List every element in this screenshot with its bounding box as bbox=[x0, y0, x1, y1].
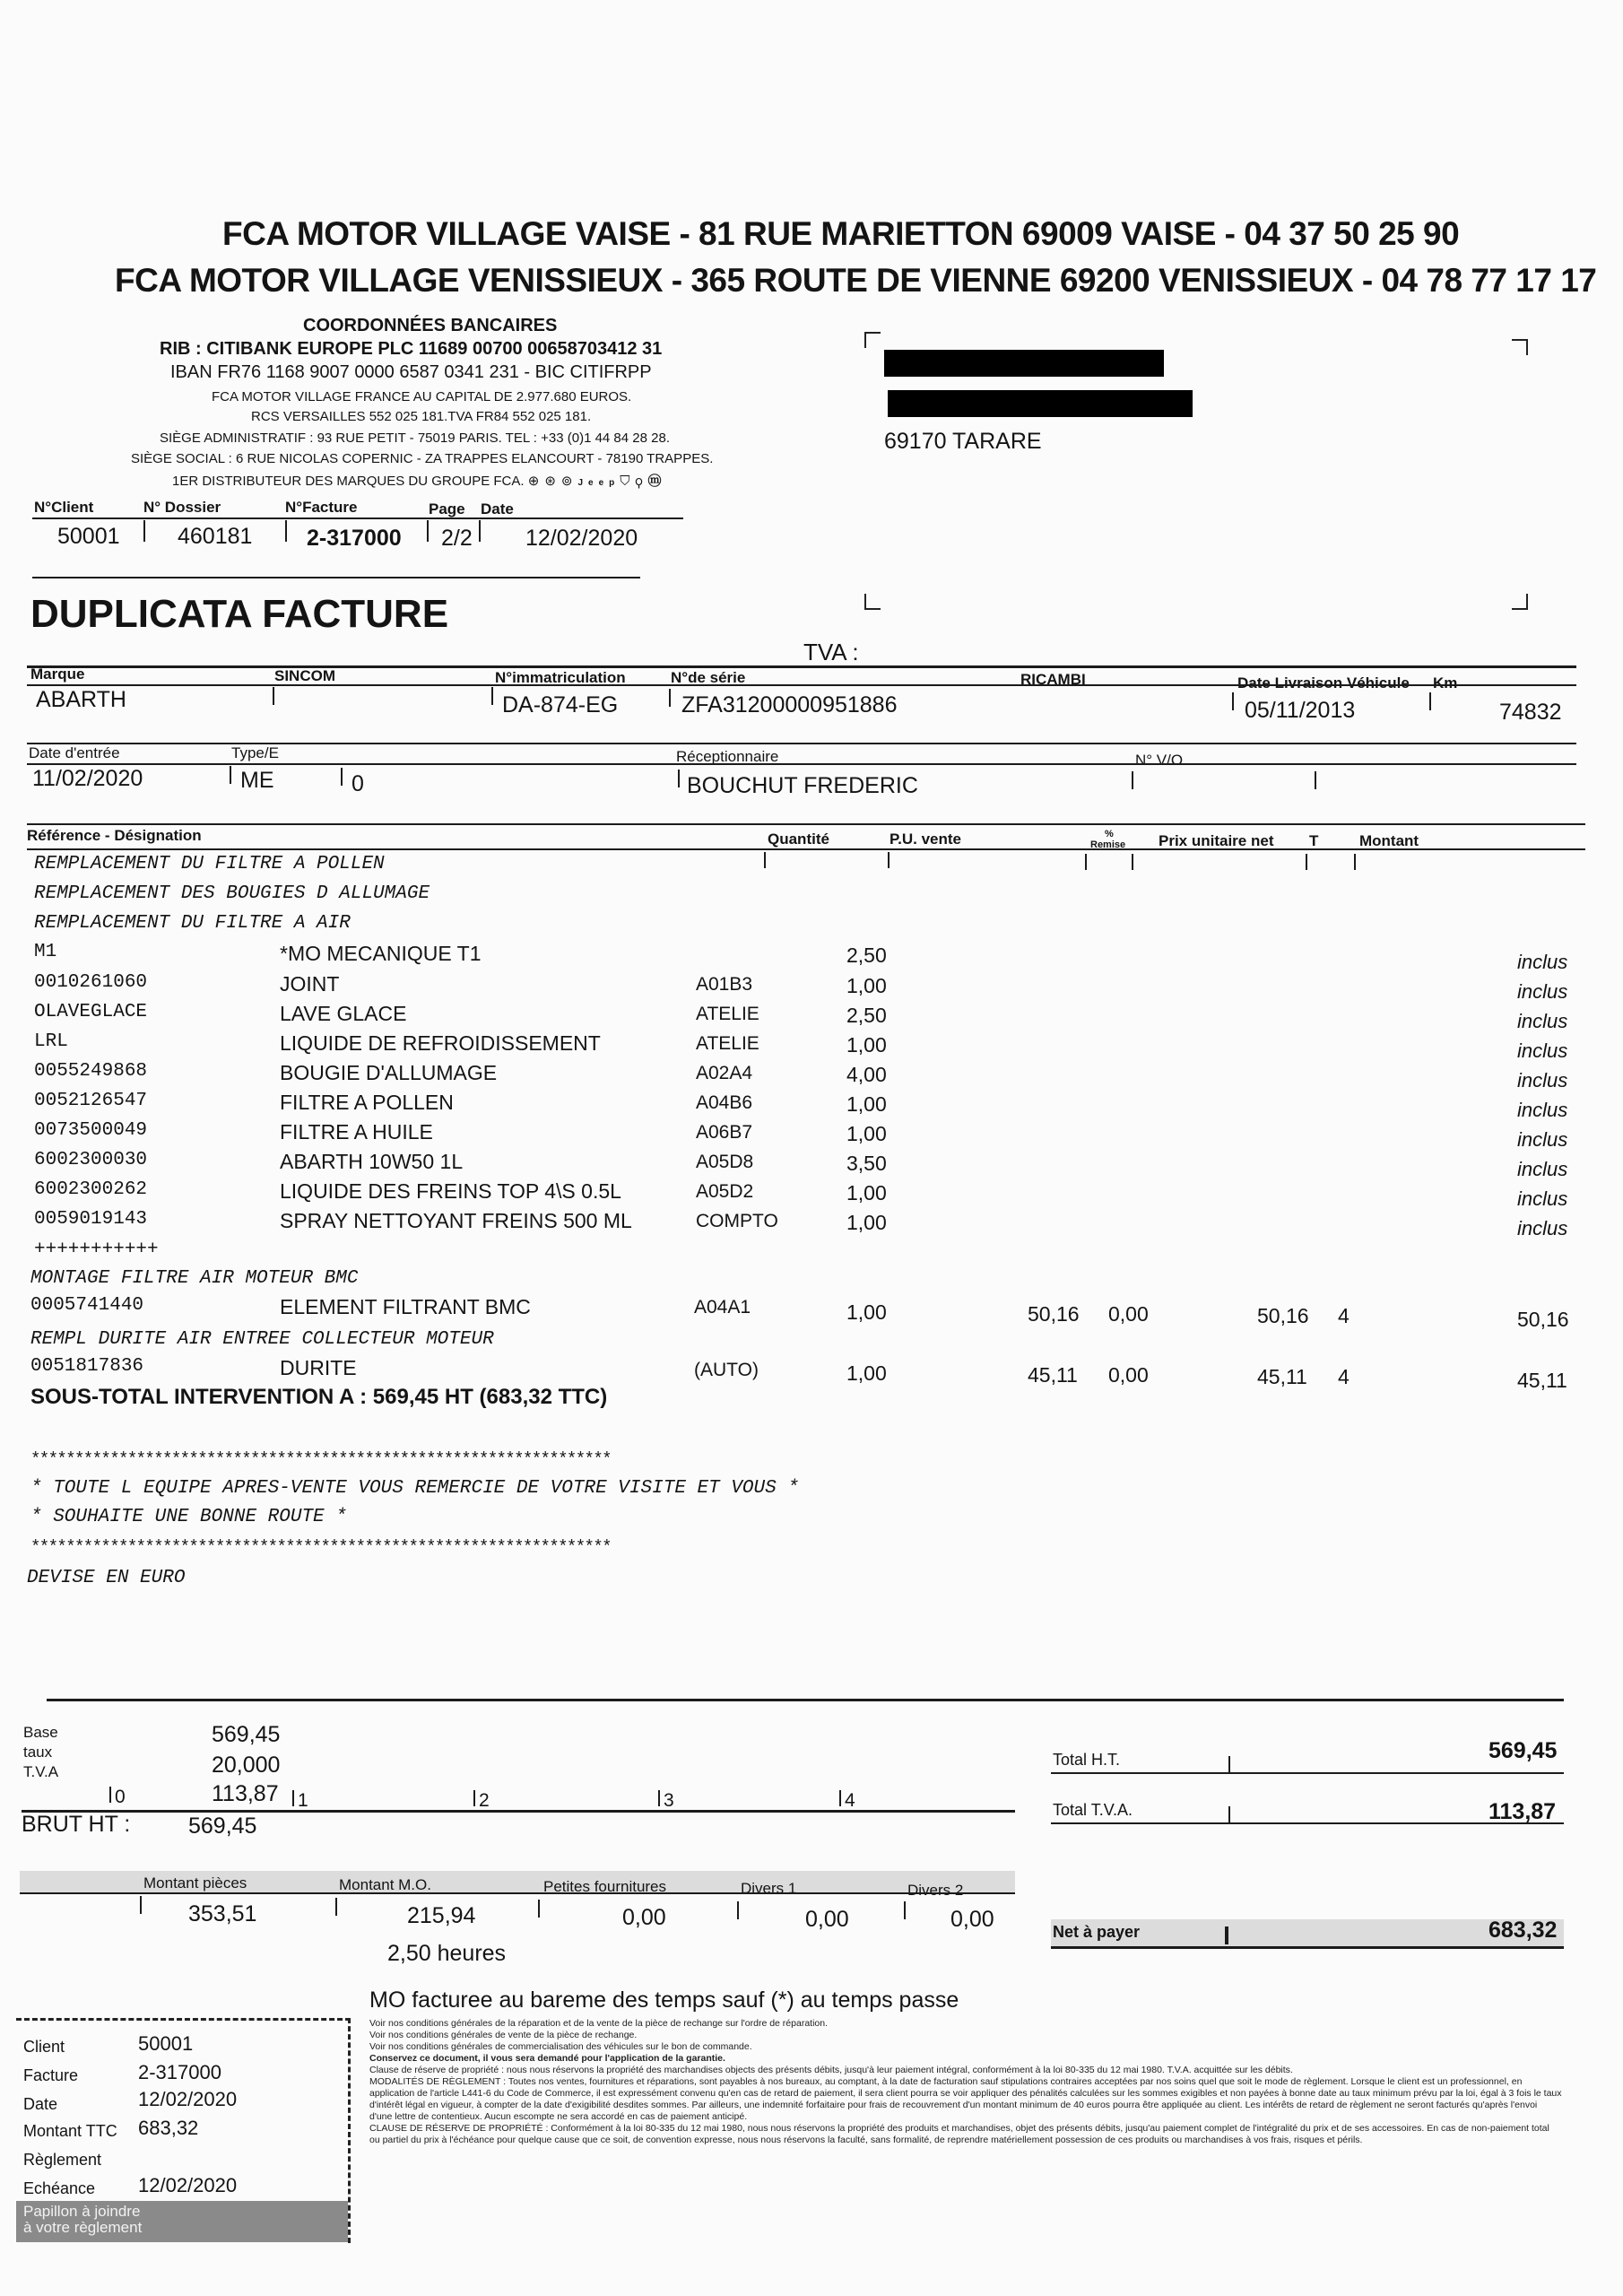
entry-tick-1 bbox=[230, 766, 231, 784]
lancia-logo-icon: ⛉ bbox=[620, 474, 636, 489]
mo-amount: 215,94 bbox=[407, 1903, 476, 1928]
item-montant: inclus bbox=[1517, 1158, 1568, 1180]
brut-label: BRUT HT : bbox=[22, 1812, 131, 1837]
heures: 2,50 heures bbox=[387, 1941, 507, 1966]
item-designation: ELEMENT FILTRANT BMC bbox=[280, 1295, 531, 1318]
item-designation: JOINT bbox=[280, 972, 340, 996]
item-ref: 0059019143 bbox=[34, 1209, 148, 1230]
col-remise-pct: % bbox=[1105, 829, 1114, 839]
total-ht-tick bbox=[1228, 1756, 1230, 1772]
item-qty: 1,00 bbox=[846, 1092, 887, 1116]
vat-col-4: 4 bbox=[839, 1790, 855, 1812]
label-livraison: Date Livraison Véhicule bbox=[1237, 674, 1410, 691]
fiat-professional-logo-icon: ⚲ bbox=[635, 474, 648, 489]
siege-social-line: SIÈGE SOCIAL : 6 RUE NICOLAS COPERNIC - ZA TRAPPES ELANCOURT - 78190 TRAPPES. bbox=[131, 451, 714, 466]
corner-tr bbox=[1512, 339, 1528, 355]
vehicle-label-rule bbox=[27, 684, 1576, 686]
stars-line: ****************************************************************** bbox=[30, 1449, 611, 1469]
pieces-amount: 353,51 bbox=[188, 1901, 257, 1926]
ids-tick-4 bbox=[479, 520, 481, 542]
item-qty: 2,50 bbox=[846, 1004, 887, 1027]
label-serie: N°de série bbox=[671, 669, 746, 686]
vat-col-3: 3 bbox=[658, 1790, 674, 1812]
label-date: Date bbox=[481, 500, 514, 517]
item-ref: LRL bbox=[34, 1031, 68, 1052]
vat-base: 569,45 bbox=[212, 1722, 281, 1747]
tva-rate-label: T.V.A bbox=[23, 1763, 59, 1780]
ids-tick-2 bbox=[285, 520, 287, 542]
label-ricambi: RICAMBI bbox=[1020, 671, 1086, 688]
item-ref: OLAVEGLACE bbox=[34, 1002, 148, 1022]
vehicle-tick-5 bbox=[1429, 692, 1431, 710]
amounts-tick-2 bbox=[335, 1898, 337, 1916]
item-code: A04B6 bbox=[696, 1092, 753, 1113]
comment-line: MONTAGE FILTRE AIR MOTEUR BMC bbox=[30, 1268, 359, 1289]
item-ref: 6002300030 bbox=[34, 1150, 148, 1170]
item-designation: BOUGIE D'ALLUMAGE bbox=[280, 1061, 498, 1084]
vehicle-km: 74832 bbox=[1499, 700, 1562, 725]
maserati-logo-icon: ⓜ bbox=[647, 474, 667, 489]
legal-line: Voir nos conditions générales de commercialisation des véhicules sur le bon de commande. bbox=[369, 2041, 752, 2052]
item-qty: 1,00 bbox=[846, 1211, 887, 1234]
item-ref: 0010261060 bbox=[34, 972, 148, 993]
item-qty: 3,50 bbox=[846, 1152, 887, 1175]
item-ref: 0051817836 bbox=[30, 1356, 144, 1377]
label-type: Type/E bbox=[231, 744, 279, 761]
item-ref: M1 bbox=[34, 942, 57, 962]
label-km: Km bbox=[1433, 674, 1458, 691]
col-t: T bbox=[1309, 832, 1319, 849]
legal-line: CLAUSE DE RÉSERVE DE PROPRIÉTÉ : Conformément à la loi 80-335 du 12 mai 1980, nous nous réservons la propriété des produits et marchandises, objet des présents débits, jusqu'au paiement complet de l'intégralité du prix et de ses accessoires. En cas de non-paiement total ou partiel du prix à l'échéance pour quelque cause que ce soit, de convention expresse, nous nous réservons la faculté, sans formalité, de reprendre matériellement possession de ces produits ou marchandises à vos frais, risques et périls. bbox=[369, 2123, 1549, 2145]
col-ref: Référence - Désignation bbox=[27, 827, 202, 844]
mo-note: MO facturee au bareme des temps sauf (*) au temps passe bbox=[369, 1987, 959, 2013]
col-tick-5 bbox=[1306, 854, 1307, 870]
item-designation: ABARTH 10W50 1L bbox=[280, 1150, 464, 1173]
net-rule bbox=[1051, 1946, 1564, 1949]
col-tick-3 bbox=[1085, 854, 1087, 870]
vehicle-tick-2 bbox=[491, 687, 493, 705]
coupon-footer bbox=[16, 2201, 348, 2242]
ids-bottom-rule bbox=[32, 577, 640, 578]
label-vo: N° V/O bbox=[1135, 752, 1184, 769]
coupon-reglement-label: Règlement bbox=[23, 2151, 102, 2169]
ids-rule bbox=[32, 517, 683, 519]
thanks-line-1: * TOUTE L EQUIPE APRES-VENTE VOUS REMERCIE DE VOTRE VISITE ET VOUS * bbox=[30, 1478, 799, 1499]
redacted-name bbox=[884, 350, 1164, 377]
vehicle-serie: ZFA31200000951886 bbox=[681, 692, 898, 718]
comment-line: REMPLACEMENT DES BOUGIES D ALLUMAGE bbox=[34, 883, 430, 904]
entry-label-rule bbox=[27, 763, 1576, 765]
coupon-footer-line-2: à votre règlement bbox=[23, 2219, 143, 2236]
item-code: A05D2 bbox=[696, 1181, 754, 1202]
coupon-footer-line-1: Papillon à joindre bbox=[23, 2203, 141, 2220]
total-tva-underline bbox=[1051, 1822, 1564, 1824]
item-code: COMPTO bbox=[696, 1211, 778, 1231]
item-qty: 1,00 bbox=[846, 1181, 887, 1205]
amounts-tick-1 bbox=[140, 1896, 142, 1914]
corner-bl bbox=[864, 594, 881, 610]
item-pun: 50,16 bbox=[1257, 1304, 1309, 1327]
columns-top-rule bbox=[27, 823, 1585, 825]
distributeur-text: 1ER DISTRIBUTEUR DES MARQUES DU GROUPE FCA. bbox=[172, 474, 525, 489]
bank-title: COORDONNÉES BANCAIRES bbox=[303, 316, 558, 335]
item-montant: 45,11 bbox=[1517, 1369, 1567, 1392]
fournitures-label: Petites fournitures bbox=[543, 1878, 667, 1895]
net-tick bbox=[1225, 1926, 1228, 1944]
devise-line: DEVISE EN EURO bbox=[27, 1568, 186, 1588]
item-qty: 2,50 bbox=[846, 944, 887, 967]
divers1-label: Divers 1 bbox=[741, 1880, 797, 1897]
brut-amount: 569,45 bbox=[188, 1813, 257, 1839]
abarth-logo-icon: ⊛ bbox=[544, 474, 561, 489]
item-designation: *MO MECANIQUE T1 bbox=[280, 942, 482, 965]
col-pun: Prix unitaire net bbox=[1159, 832, 1274, 849]
item-remise: 0,00 bbox=[1108, 1302, 1149, 1326]
item-ref: 0052126547 bbox=[34, 1091, 148, 1111]
col-pu: P.U. vente bbox=[890, 831, 962, 848]
table-row bbox=[0, 942, 1623, 973]
corner-tl bbox=[864, 332, 881, 348]
coupon-client-label: Client bbox=[23, 2038, 65, 2056]
divers2-label: Divers 2 bbox=[907, 1882, 964, 1899]
jeep-logo-icon: Jeep bbox=[577, 478, 621, 488]
client-number: 50001 bbox=[57, 524, 120, 549]
col-qty: Quantité bbox=[768, 831, 829, 848]
item-code: A04A1 bbox=[694, 1297, 751, 1318]
address-city: 69170 TARARE bbox=[884, 429, 1042, 454]
siege-admin-line: SIÈGE ADMINISTRATIF : 93 RUE PETIT - 75019 PARIS. TEL : +33 (0)1 44 84 28 28. bbox=[160, 430, 670, 446]
vat-col-2: 2 bbox=[473, 1790, 490, 1812]
col-tick-6 bbox=[1354, 854, 1356, 870]
fiat-logo-icon: ⊕ bbox=[527, 474, 545, 489]
taux-label: taux bbox=[23, 1744, 53, 1761]
table-row bbox=[0, 1356, 1623, 1392]
pieces-label: Montant pièces bbox=[143, 1874, 247, 1892]
vehicle-marque: ABARTH bbox=[36, 687, 126, 712]
legal-line: Conservez ce document, il vous sera demandé pour l'application de la garantie. bbox=[369, 2053, 725, 2064]
item-ref: 0055249868 bbox=[34, 1061, 148, 1082]
col-montant: Montant bbox=[1359, 832, 1419, 849]
label-date-entree: Date d'entrée bbox=[29, 744, 120, 761]
capital-line: FCA MOTOR VILLAGE FRANCE AU CAPITAL DE 2.977.680 EUROS. bbox=[212, 389, 632, 404]
vehicle-top-rule bbox=[27, 665, 1576, 668]
table-row bbox=[0, 1031, 1623, 1060]
item-qty: 1,00 bbox=[846, 1122, 887, 1145]
col-tick-2 bbox=[888, 852, 890, 868]
item-montant: inclus bbox=[1517, 1039, 1568, 1062]
thanks-line-2: * SOUHAITE UNE BONNE ROUTE * bbox=[30, 1507, 347, 1527]
vat-taux: 20,000 bbox=[212, 1752, 281, 1778]
item-ref: 0073500049 bbox=[34, 1120, 148, 1141]
entry-type-num: 0 bbox=[352, 771, 364, 796]
net-label: Net à payer bbox=[1053, 1923, 1141, 1941]
dealer-line-venissieux: FCA MOTOR VILLAGE VENISSIEUX - 365 ROUTE DE VIENNE 69200 VENISSIEUX - 04 78 77 17 17 bbox=[115, 262, 1597, 299]
columns-label-rule bbox=[27, 848, 1585, 850]
item-qty: 4,00 bbox=[846, 1063, 887, 1086]
brand-logos bbox=[528, 474, 667, 489]
mo-label: Montant M.O. bbox=[339, 1876, 431, 1893]
item-montant: inclus bbox=[1517, 1010, 1568, 1032]
amounts-tick-4 bbox=[737, 1901, 739, 1919]
total-ht-underline bbox=[1051, 1772, 1564, 1774]
totals-divider bbox=[47, 1699, 1564, 1701]
item-designation: SPRAY NETTOYANT FREINS 500 ML bbox=[280, 1209, 632, 1232]
total-tva-tick bbox=[1228, 1806, 1230, 1822]
col-remise: Remise bbox=[1090, 839, 1126, 850]
item-code: A05D8 bbox=[696, 1152, 754, 1172]
legal-line: MODALITÉS DE RÈGLEMENT : Toutes nos ventes, fournitures et réparations, sont payables à nos bureaux, au comptant, à la date de facturation sauf stipulations contraires acceptées par nos soins quel que soit le mode de règlement. Lorsque le client est un professionnel, en application de l'article L441-6 du Code de Commerce, il est expressément convenu qu'en cas de retard de paiement, il sera client pourra se voir appliquer des pénalités calculées sur les sommes exigibles et non payées à bonne date au taux minimum prévu par la loi, égal à 3 fois le taux d'intérêt légal en vigueur, à compter de la date d'exigibilité desdites sommes. Par ailleurs, une indemnité forfaitaire pour frais de recouvrement d'un montant minimum de 40 euros pourra être appliquée au client. Les intérêts de retard de règlement ne seront facturés qu'après l'envoi d'une lettre de contentieux. Aucun escompte ne sera accordé en cas de paiement anticipé. bbox=[369, 2076, 1562, 2122]
item-pu: 50,16 bbox=[1028, 1302, 1080, 1326]
coupon-client: 50001 bbox=[138, 2032, 194, 2055]
legal-line: Voir nos conditions générales de vente de la pièce de rechange. bbox=[369, 2030, 638, 2040]
coupon-echeance-label: Echéance bbox=[23, 2179, 96, 2197]
item-designation: LIQUIDE DES FREINS TOP 4\S 0.5L bbox=[280, 1179, 621, 1203]
item-tva-code: 4 bbox=[1338, 1304, 1350, 1327]
entry-tick-5 bbox=[1315, 771, 1316, 789]
vehicle-tick-3 bbox=[669, 689, 671, 707]
legal-line: Voir nos conditions générales de la réparation et de la vente de la pièce de rechange sur l'ordre de réparation. bbox=[369, 2018, 829, 2029]
item-code: ATELIE bbox=[696, 1004, 759, 1024]
item-qty: 1,00 bbox=[846, 1300, 887, 1324]
item-code: (AUTO) bbox=[694, 1360, 759, 1380]
item-ref: 6002300262 bbox=[34, 1179, 148, 1200]
label-dossier: N° Dossier bbox=[143, 499, 221, 516]
item-designation: LAVE GLACE bbox=[280, 1002, 407, 1025]
vat-rule bbox=[22, 1810, 1015, 1813]
table-row bbox=[0, 1120, 1623, 1149]
item-montant: inclus bbox=[1517, 951, 1568, 973]
net-amount: 683,32 bbox=[1488, 1918, 1558, 1943]
ids-tick-3 bbox=[427, 520, 429, 542]
item-code: ATELIE bbox=[696, 1033, 759, 1054]
item-qty: 1,00 bbox=[846, 1033, 887, 1057]
rib-line: RIB : CITIBANK EUROPE PLC 11689 00700 00658703412 31 bbox=[160, 339, 663, 359]
item-montant: inclus bbox=[1517, 1069, 1568, 1091]
table-row bbox=[0, 1209, 1623, 1238]
col-tick-4 bbox=[1132, 854, 1133, 870]
redacted-street bbox=[888, 390, 1193, 417]
item-designation: FILTRE A POLLEN bbox=[280, 1091, 454, 1114]
total-ht-amount: 569,45 bbox=[1488, 1738, 1558, 1763]
table-row bbox=[0, 972, 1623, 1001]
legal-text bbox=[369, 2018, 1562, 2146]
item-tva-code: 4 bbox=[1338, 1365, 1350, 1388]
label-sincom: SINCOM bbox=[274, 667, 335, 684]
coupon-facture-label: Facture bbox=[23, 2066, 79, 2084]
divers1-amount: 0,00 bbox=[805, 1907, 849, 1932]
comment-line: REMPL DURITE AIR ENTREE COLLECTEUR MOTEUR bbox=[30, 1329, 494, 1350]
label-receptionnaire: Réceptionnaire bbox=[676, 748, 779, 765]
label-facture: N°Facture bbox=[285, 499, 358, 516]
dealer-line-vaise: FCA MOTOR VILLAGE VAISE - 81 RUE MARIETTON 69009 VAISE - 04 37 50 25 90 bbox=[222, 215, 1460, 252]
amounts-tick-5 bbox=[904, 1901, 906, 1919]
subtotal-line: SOUS-TOTAL INTERVENTION A : 569,45 HT (683,32 TTC) bbox=[30, 1385, 608, 1409]
label-immat: N°immatriculation bbox=[495, 669, 626, 686]
stars-line: ****************************************************************** bbox=[30, 1537, 611, 1557]
vat-col-0: 0 bbox=[109, 1787, 126, 1808]
ids-tick-1 bbox=[143, 520, 145, 542]
iban-line: IBAN FR76 1168 9007 0000 6587 0341 231 - BIC CITIFRPP bbox=[170, 362, 652, 382]
separator-plus: +++++++++++ bbox=[34, 1239, 159, 1260]
item-pun: 45,11 bbox=[1257, 1365, 1307, 1388]
vehicle-tick-4 bbox=[1232, 692, 1234, 710]
table-row bbox=[0, 1179, 1623, 1208]
coupon-echeance: 12/02/2020 bbox=[138, 2174, 238, 2196]
label-marque: Marque bbox=[30, 665, 85, 683]
item-montant: inclus bbox=[1517, 1187, 1568, 1210]
coupon-date: 12/02/2020 bbox=[138, 2088, 238, 2110]
total-tva-label: Total T.V.A. bbox=[1053, 1801, 1133, 1819]
table-row bbox=[0, 1091, 1623, 1119]
coupon-ttc: 683,32 bbox=[138, 2117, 199, 2139]
item-pu: 45,11 bbox=[1028, 1363, 1078, 1387]
entry-type: ME bbox=[240, 768, 274, 793]
vehicle-tick-1 bbox=[273, 687, 274, 705]
item-ref: 0005741440 bbox=[30, 1295, 144, 1316]
vehicle-immat: DA-874-EG bbox=[502, 692, 619, 718]
page-number: 2/2 bbox=[441, 526, 473, 551]
item-montant: inclus bbox=[1517, 1099, 1568, 1121]
amounts-rule bbox=[20, 1892, 1015, 1894]
vat-col-1: 1 bbox=[292, 1790, 308, 1812]
invoice-date: 12/02/2020 bbox=[525, 526, 638, 551]
fournitures-amount: 0,00 bbox=[622, 1905, 666, 1930]
divers2-amount: 0,00 bbox=[950, 1907, 994, 1932]
item-montant: inclus bbox=[1517, 1128, 1568, 1151]
corner-br bbox=[1512, 594, 1528, 610]
vehicle-livraison: 05/11/2013 bbox=[1245, 698, 1356, 723]
distributeur-line bbox=[172, 471, 667, 490]
item-montant: inclus bbox=[1517, 1217, 1568, 1239]
comment-line: REMPLACEMENT DU FILTRE A POLLEN bbox=[34, 854, 385, 874]
rcs-line: RCS VERSAILLES 552 025 181.TVA FR84 552 025 181. bbox=[251, 409, 592, 424]
entry-tick-2 bbox=[341, 768, 343, 786]
coupon-ttc-label: Montant TTC bbox=[23, 2122, 117, 2140]
item-code: A01B3 bbox=[696, 974, 753, 995]
coupon-date-label: Date bbox=[23, 2095, 58, 2113]
amounts-tick-3 bbox=[538, 1900, 540, 1918]
base-label: Base bbox=[23, 1724, 58, 1741]
item-montant: 50,16 bbox=[1517, 1308, 1569, 1331]
entry-date: 11/02/2020 bbox=[32, 766, 143, 791]
tva-label: TVA : bbox=[803, 639, 859, 665]
entry-tick-3 bbox=[678, 770, 680, 787]
item-designation: DURITE bbox=[280, 1356, 357, 1379]
item-code: A02A4 bbox=[696, 1063, 753, 1083]
coupon-facture: 2-317000 bbox=[138, 2061, 221, 2083]
label-client: N°Client bbox=[34, 499, 94, 516]
item-qty: 1,00 bbox=[846, 1361, 887, 1385]
dossier-number: 460181 bbox=[178, 524, 253, 549]
table-row bbox=[0, 1150, 1623, 1178]
item-designation: LIQUIDE DE REFROIDISSEMENT bbox=[280, 1031, 601, 1055]
alfa-romeo-logo-icon: ⊚ bbox=[560, 474, 578, 489]
item-qty: 1,00 bbox=[846, 974, 887, 997]
item-montant: inclus bbox=[1517, 980, 1568, 1003]
comment-line: REMPLACEMENT DU FILTRE A AIR bbox=[34, 913, 351, 934]
document-title: DUPLICATA FACTURE bbox=[30, 592, 449, 636]
item-designation: FILTRE A HUILE bbox=[280, 1120, 433, 1144]
item-code: A06B7 bbox=[696, 1122, 753, 1143]
entry-receptionnaire: BOUCHUT FREDERIC bbox=[687, 773, 918, 798]
legal-line: Clause de réserve de propriété : nous nous réservons la propriété des marchandises objects des présents débits, jusqu'à leur paiement intégral, conformément à la loi 80-335 du 12 mai 1980. T.V.A. acquittée sur les débits. bbox=[369, 2065, 1293, 2075]
col-tick-1 bbox=[764, 852, 766, 868]
total-ht-label: Total H.T. bbox=[1053, 1751, 1121, 1769]
table-row bbox=[0, 1061, 1623, 1090]
total-tva-amount: 113,87 bbox=[1488, 1799, 1557, 1824]
item-remise: 0,00 bbox=[1108, 1363, 1149, 1387]
entry-tick-4 bbox=[1132, 771, 1133, 789]
table-row bbox=[0, 1002, 1623, 1031]
label-page: Page bbox=[429, 500, 465, 517]
facture-number: 2-317000 bbox=[307, 526, 402, 551]
vat-amount: 113,87 bbox=[212, 1781, 279, 1806]
table-row bbox=[0, 1295, 1623, 1331]
